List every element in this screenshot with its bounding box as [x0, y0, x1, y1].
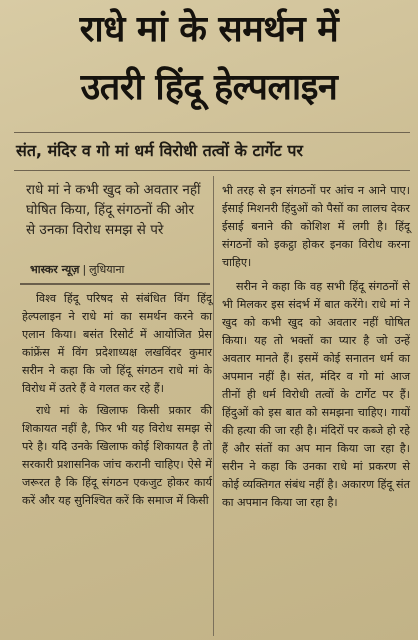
right-paragraph-1: भी तरह से इन संगठनों पर आंच न आने पाए। ईसाई मिशनरी हिंदुओं को पैसों का लालच देकर ईसाई बनाने की कोशिश में लगी है। हिंदू संगठनों को इकट्ठा होकर इनका विरोध करना चाहिए।	[222, 184, 410, 269]
headline-line-2: उतरी हिंदू हेल्पलाइन	[80, 67, 338, 108]
byline-place: लुधियाना	[89, 263, 125, 276]
left-paragraph-2: राधे मां के खिलाफ किसी प्रकार की शिकायत नहीं है, फिर भी यह विरोध समझ से परे है। यदि उनके खिलाफ कोई शिकायत है तो सरकारी प्रशासनिक जांच करानी चाहिए। ऐसे में जरूरत है कि हिंदू संगठन एकजुट होकर कार्य करें और यह सुनिश्चित करें कि समाज में किसी	[22, 404, 212, 507]
subheadline: संत, मंदिर व गो मां धर्म विरोधी तत्वों के टार्गेट पर	[16, 141, 303, 160]
left-paragraph-1: विश्व हिंदू परिषद से संबंधित विंग हिंदू हेल्पलाइन ने राधे मां का समर्थन करने का एलान किया। बसंत रिसोर्ट में आयोजित प्रेस कांफ्रेंस में विंग प्रदेशाध्यक्ष लखविंदर कुमार सरीन ने कहा कि जो हिंदू संगठन राधे मां के विरोध में उतरे हैं वे गलत कर रहे हैं।	[22, 292, 212, 395]
byline-agency: भास्कर न्यूज़	[30, 263, 80, 276]
divider-bottom	[14, 170, 410, 171]
byline	[30, 262, 206, 277]
intro-blurb: राधे मां ने कभी खुद को अवतार नहीं घोषित किया, हिंदू संगठनों की ओर से उनका विरोध समझ से परे	[26, 182, 201, 238]
article-right-column	[222, 182, 410, 512]
column-divider	[213, 176, 214, 636]
divider-top	[14, 132, 410, 133]
article-box-top-border	[20, 283, 210, 285]
headline-line-1: राधे मां के समर्थन में	[79, 9, 339, 50]
right-paragraph-2: सरीन ने कहा कि वह सभी हिंदू संगठनों से भी मिलकर इस संदर्भ में बात करेंगे। राधे मां ने खुद को कभी खुद को अवतार नहीं घोषित किया। यह तो भक्तों का प्यार है जो उन्हें अवतार मानते हैं। इसमें कोई सनातन धर्म का अपमान नहीं है। संत, मंदिर व गो मां आज तीनों ही धर्म विरोधी तत्वों के टार्गेट पर हैं। हिंदुओं को इस बात को समझना चाहिए। गायों की हत्या की जा रही है। मंदिरों पर कब्जे हो रहे हैं और संतों का अप मान किया जा रहा है। सरीन ने कहा कि उनका राधे मां प्रकरण से कोई व्यक्तिगत संबंध नहीं है। अकारण हिंदू संत का अपमान किया जा रहा है।	[222, 280, 410, 509]
article-left-column	[22, 290, 212, 510]
byline-separator: |	[82, 263, 87, 276]
